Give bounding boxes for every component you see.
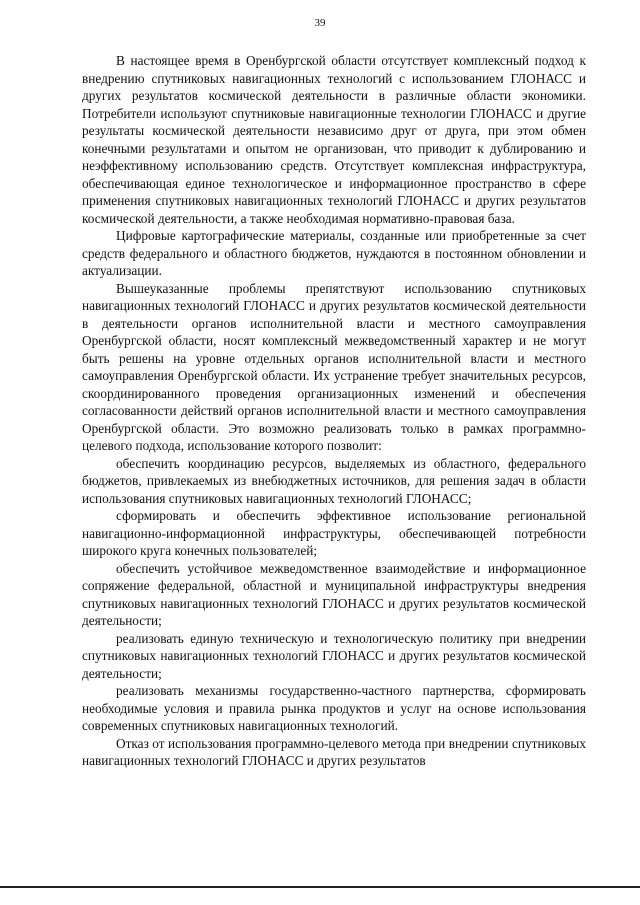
body-text: [82, 52, 586, 770]
list-item-3: обеспечить устойчивое межведомственное взаимодействие и информационное сопряжение федеральной, областной и муниципальной инфраструктуры внедрения спутниковых навигационных технологий ГЛОНАСС и других результатов космической деятельности;: [82, 560, 586, 628]
list-item-4: реализовать единую техническую и технологическую политику при внедрении спутниковых навигационных технологий ГЛОНАСС и других результатов космической деятельности;: [82, 630, 586, 681]
paragraph-1: В настоящее время в Оренбургской области отсутствует комплексный подход к внедрению спутниковых навигационных технологий с использованием ГЛОНАСС и других результатов космической деятельности в различные области экономики. Потребители используют спутниковые навигационные технологии ГЛОНАСС и другие результаты космической деятельности независимо друг от друга, при этом обмен конечными результатами и опытом не организован, что приводит к дублированию и неэффективному использованию средств. Отсутствует комплексная инфраструктура, обеспечивающая единое технологическое и информационное пространство в сфере применения спутниковых навигационных технологий ГЛОНАСС и других результатов космической деятельности, а также необходимая нормативно-правовая база.: [82, 53, 586, 226]
paragraph-4: Отказ от использования программно-целевого метода при внедрении спутниковых навигационных технологий ГЛОНАСС и других результатов: [82, 735, 586, 768]
paragraph-3: Вышеуказанные проблемы препятствуют использованию спутниковых навигационных технологий ГЛОНАСС и других результатов космической деятельности в деятельности органов исполнительной власти и местного самоуправления Оренбургской области, носят комплексный межведомственный характер и не могут быть решены на уровне отдельных органов исполнительной власти и местного самоуправления Оренбургской области. Их устранение требует значительных ресурсов, скоординированного проведения организационных изменений и обеспечения согласованности действий органов исполнительной власти и местного самоуправления Оренбургской области. Это возможно реализовать только в рамках программно-целевого подхода, использование которого позволит:: [82, 280, 586, 453]
paragraph-2: Цифровые картографические материалы, созданные или приобретенные за счет средств федерального и областного бюджетов, нуждаются в постоянном обновлении и актуализации.: [82, 228, 586, 278]
list-item-2: сформировать и обеспечить эффективное использование региональной навигационно-информационной инфраструктуры, обеспечивающей потребности широкого круга конечных пользователей;: [82, 508, 586, 558]
page-bottom-rule: [0, 886, 640, 888]
list-item-1: обеспечить координацию ресурсов, выделяемых из областного, федерального бюджетов, привлекаемых из внебюджетных источников, для решения задач в области использования спутниковых навигационных технологий ГЛОНАСС;: [82, 455, 586, 506]
list-item-5: реализовать механизмы государственно-частного партнерства, сформировать необходимые условия и правила рынка продуктов и услуг на основе использования современных спутниковых навигационных технологий.: [82, 683, 586, 733]
page-number: 39: [314, 17, 326, 29]
